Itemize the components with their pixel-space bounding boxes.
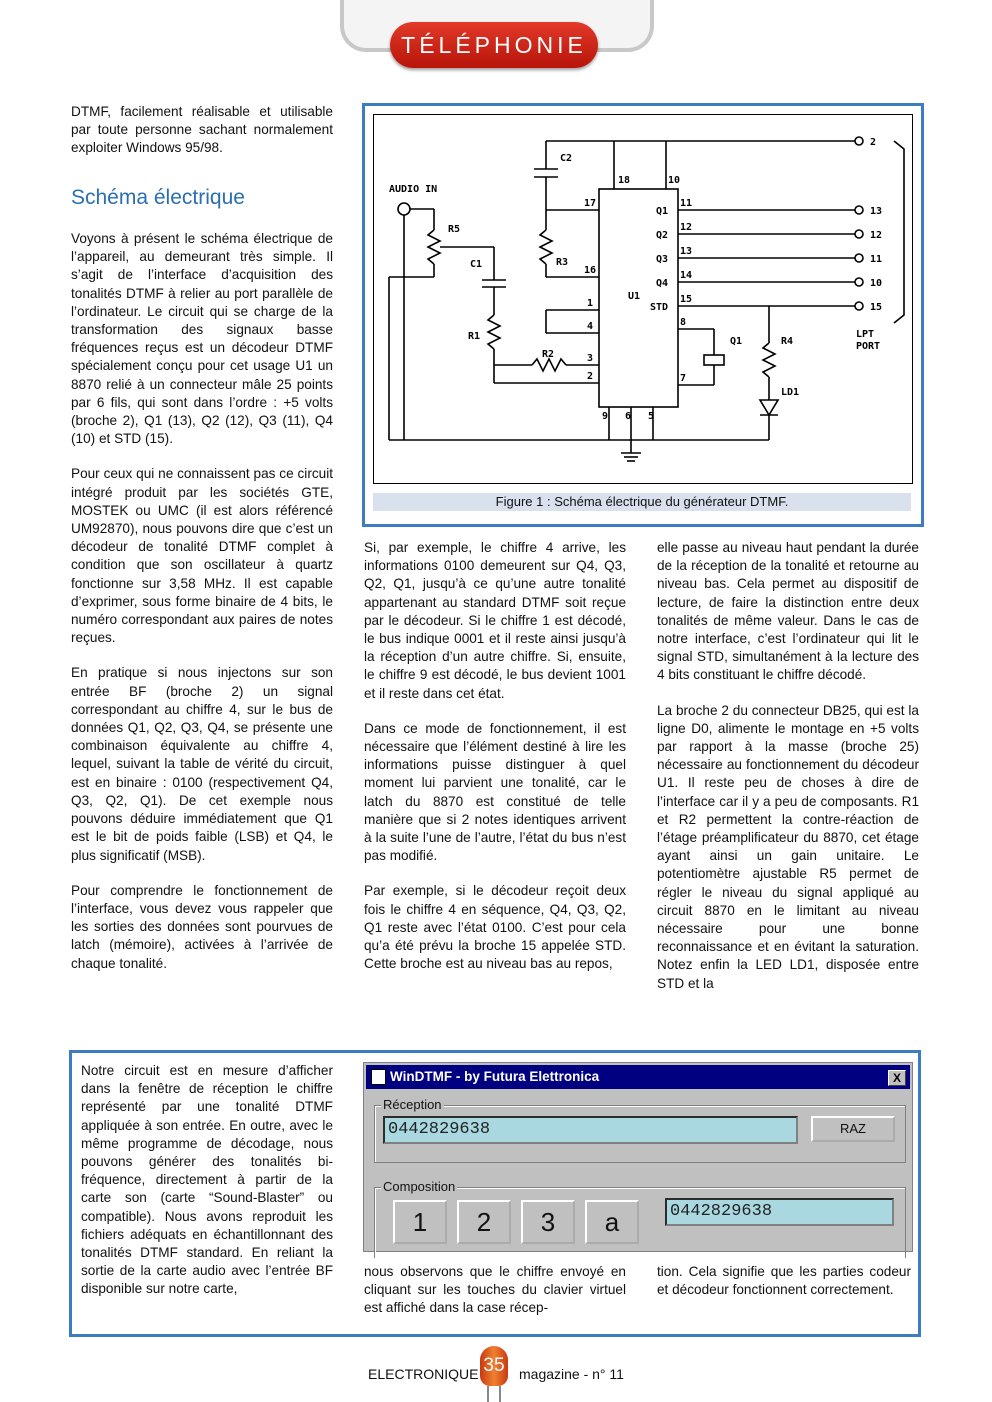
composition-field[interactable]: 0442829638	[665, 1198, 894, 1226]
pin-label: 1	[587, 298, 594, 309]
port-pin-label: 12	[870, 230, 883, 241]
paragraph: tion. Cela signifie que les parties codeur et décodeur fonctionnent correctement.	[657, 1264, 911, 1298]
badge-leg	[499, 1386, 501, 1402]
reception-label: Réception	[383, 1097, 442, 1112]
label-port: PORT	[856, 341, 881, 352]
label-r1: R1	[468, 331, 481, 342]
page-number	[480, 1346, 508, 1386]
app-icon	[371, 1069, 386, 1085]
paragraph: Par exemple, si le décodeur reçoit deux fois le chiffre 4 en séquence, Q4, Q3, Q2, Q1 reste avec l’état 0100. C’est pour cela qu’a été prévu la broche 15 appelée STD. Cette broche est au niveau bas au repos,	[364, 883, 626, 972]
label-u1: U1	[628, 291, 641, 302]
windtmf-window	[363, 1062, 913, 1252]
paragraph: Si, par exemple, le chiffre 4 arrive, les informations 0100 demeurent sur Q4, Q3, Q2, Q1, jusqu’à ce qu’une autre tonalité appartenant au standard DTMF soit reçue par le décodeur. Si le chiffre 1 est décodé, le bus indique 0001 et il reste ainsi jusqu’à la réception d’un autre chiffre. Si, ensuite, le chiffre 9 est décodé, le bus devient 1001 et il reste dans cet état.	[364, 540, 626, 701]
label-ld1: LD1	[781, 387, 800, 398]
paragraph: Dans ce mode de fonctionnement, il est nécessaire que l’élément destiné à lire les informations puisse distinguer à quel moment lui parvient une tonalité, car le latch du 8870 est constitué de telle manière que si 2 notes identiques arrivent à la suite l’une de l’autre, l’état du bus n’est pas modifié.	[364, 720, 626, 864]
page-number-text: 35	[483, 1355, 505, 1376]
badge-leg	[487, 1386, 489, 1402]
pin-label: 6	[625, 411, 632, 422]
paragraph: En pratique si nous injectons sur son entrée BF (broche 2) un signal correspondant au chiffre 4, sur le bus de données Q1, Q2, Q3, Q4, se présente une combinaison équivalente au chiffre 4, lequel, suivant la table de vérité du circuit, est en binaire : 0100 (respectivement Q4, Q3, Q2, Q1). De cet exemple nous pouvons déduire immédiatement que Q1 est le bit de poids faible (LSB) et Q4, le plus significatif (MSB).	[71, 665, 333, 863]
label-std: STD	[650, 302, 669, 313]
key-1-button[interactable]: 1	[393, 1200, 447, 1244]
label-r2: R2	[542, 349, 555, 360]
label-c1: C1	[470, 259, 483, 270]
column-1	[71, 230, 333, 990]
figure-caption: Figure 1 : Schéma électrique du générateur DTMF.	[373, 493, 911, 511]
window-titlebar[interactable]	[366, 1065, 910, 1089]
port-pin-label: 10	[870, 278, 883, 289]
box-text-left	[81, 1062, 333, 1316]
pin-label: 9	[602, 411, 609, 422]
port-pin-label: 13	[870, 206, 883, 217]
box-text-right	[657, 1263, 911, 1316]
paragraph: nous observons que le chiffre envoyé en cliquant sur les touches du clavier virtuel est affiché dans la case récep-	[364, 1264, 626, 1316]
footer-right: magazine - n° 11	[519, 1366, 624, 1382]
paragraph: Notre circuit est en mesure d’afficher dans la fenêtre de réception le chiffre représenté par une tonalité DTMF appliquée à son entrée. En outre, avec le même programme de décodage, nous pouvons générer des tonalités bi-fréquence, directement à partir de la carte son (carte “Sound-Blaster” ou compatible). Nous avons reproduit les fichiers adéquats en échantillonnant des tonalités DTMF standard. En reliant la sortie de la carte audio avec l’entrée BF disponible sur notre carte,	[81, 1063, 333, 1297]
paragraph: Pour comprendre le fonctionnement de l’interface, vous devez vous rappeler que les sorties des données sont pourvues de latch (mémoire), activées à l’arrivée de chaque tonalité.	[71, 882, 333, 971]
column-2	[364, 539, 626, 990]
pin-label: 11	[680, 198, 693, 209]
pin-label: 7	[680, 373, 687, 384]
key-3-button[interactable]: 3	[521, 1200, 575, 1244]
close-button[interactable]: X	[888, 1070, 906, 1086]
label-lpt: LPT	[856, 329, 875, 340]
composition-group	[374, 1179, 906, 1258]
pin-label: 3	[587, 353, 594, 364]
window-title: WinDTMF - by Futura Elettronica	[390, 1069, 600, 1084]
reception-group	[374, 1097, 906, 1163]
label-q2: Q2	[656, 230, 669, 241]
column-1-intro	[71, 103, 333, 175]
box-text-middle	[364, 1263, 626, 1335]
label-r4: R4	[781, 336, 794, 347]
section-title: TÉLÉPHONIE	[390, 22, 598, 68]
paragraph: La broche 2 du connecteur DB25, qui est la ligne D0, alimente le montage en +5 volts par rapport à la masse (broche 25) nécessaire au fonctionnement du décodeur U1. Il reste peu de choses à dire de l’interface car il y a peu de composants. R1 et R2 permettent la contre-réaction de l’étage préamplificateur du 8870, cet étage ayant ainsi un gain unitaire. Le potentiomètre ajustable R5 permet de régler le niveau du signal appliqué au circuit 8870 en le limitant au niveau nécessaire pour une bonne reconnaissance et en évitant la saturation. Notez enfin la LED LD1, disposée entre STD et la	[657, 702, 919, 991]
label-q3: Q3	[656, 254, 669, 265]
label-q1-crystal: Q1	[730, 336, 743, 347]
label-audio-in: AUDIO IN	[389, 184, 438, 195]
pin-label: 8	[680, 317, 687, 328]
port-pin-label: 11	[870, 254, 883, 265]
pin-label: 10	[668, 175, 681, 186]
label-c2: C2	[560, 153, 573, 164]
paragraph: DTMF, facilement réalisable et utilisable par toute personne sachant normalement exploiter Windows 95/98.	[71, 104, 333, 156]
pin-label: 16	[584, 265, 597, 276]
label-q1: Q1	[656, 206, 669, 217]
circuit-diagram	[373, 114, 913, 484]
key-2-button[interactable]: 2	[457, 1200, 511, 1244]
reception-field[interactable]: 0442829638	[383, 1116, 798, 1144]
pin-label: 14	[680, 270, 693, 281]
raz-button[interactable]: RAZ	[811, 1116, 895, 1142]
pin-label: 5	[648, 411, 655, 422]
figure-box	[362, 103, 924, 527]
section-heading: Schéma électrique	[71, 186, 245, 209]
pin-label: 13	[680, 246, 693, 257]
pin-label: 18	[618, 175, 631, 186]
port-pin-label: 15	[870, 302, 883, 313]
label-r3: R3	[556, 257, 569, 268]
key-a-button[interactable]: a	[585, 1200, 639, 1244]
label-q4: Q4	[656, 278, 669, 289]
pin-label: 15	[680, 294, 693, 305]
pin-label: 4	[587, 321, 594, 332]
schematic-svg	[374, 115, 912, 483]
column-3	[657, 539, 919, 1010]
pin-label: 12	[680, 222, 693, 233]
pin-label: 17	[584, 198, 597, 209]
label-r5: R5	[448, 224, 461, 235]
pin-label: 2	[587, 371, 594, 382]
footer-left: ELECTRONIQUE	[368, 1366, 479, 1382]
paragraph: Pour ceux qui ne connaissent pas ce circuit intégré produit par les sociétés GTE, MOSTEK ou UMC (il est alors référencé UM92870), nous pouvons dire que c’est un décodeur de tonalité DTMF complet à condition que son oscillateur à quartz fonctionne sur 3,58 MHz. Il est capable d’exprimer, sous forme binaire de 4 bits, le numéro correspondant aux paires de notes reçues.	[71, 466, 333, 646]
paragraph: Voyons à présent le schéma électrique de l’appareil, au demeurant très simple. Il s’agit de l’interface d’acquisition des tonalités DTMF à relier au port parallèle de l’ordinateur. Le circuit qui se charge de la transformation des signaux basse fréquences reçus est un décodeur DTMF spécialement conçu pour cet usage U1 un 8870 relié à un connecteur mâle 25 points par 6 fils, qui sont dans l’ordre : +5 volts (broche 2), Q1 (13), Q2 (12), Q3 (11), Q4 (10) et STD (15).	[71, 231, 333, 447]
paragraph: elle passe au niveau haut pendant la durée de la réception de la tonalité et retourne au niveau bas. Cela permet au dispositif de lecture, de faire la distinction entre deux tonalités de même valeur. Dans le cas de notre interface, c’est l’ordinateur qui lit le signal STD, simultanément à la lecture des 4 bits constituant le chiffre décodé.	[657, 540, 919, 683]
port-pin-label: 2	[870, 137, 877, 148]
composition-label: Composition	[383, 1179, 456, 1194]
